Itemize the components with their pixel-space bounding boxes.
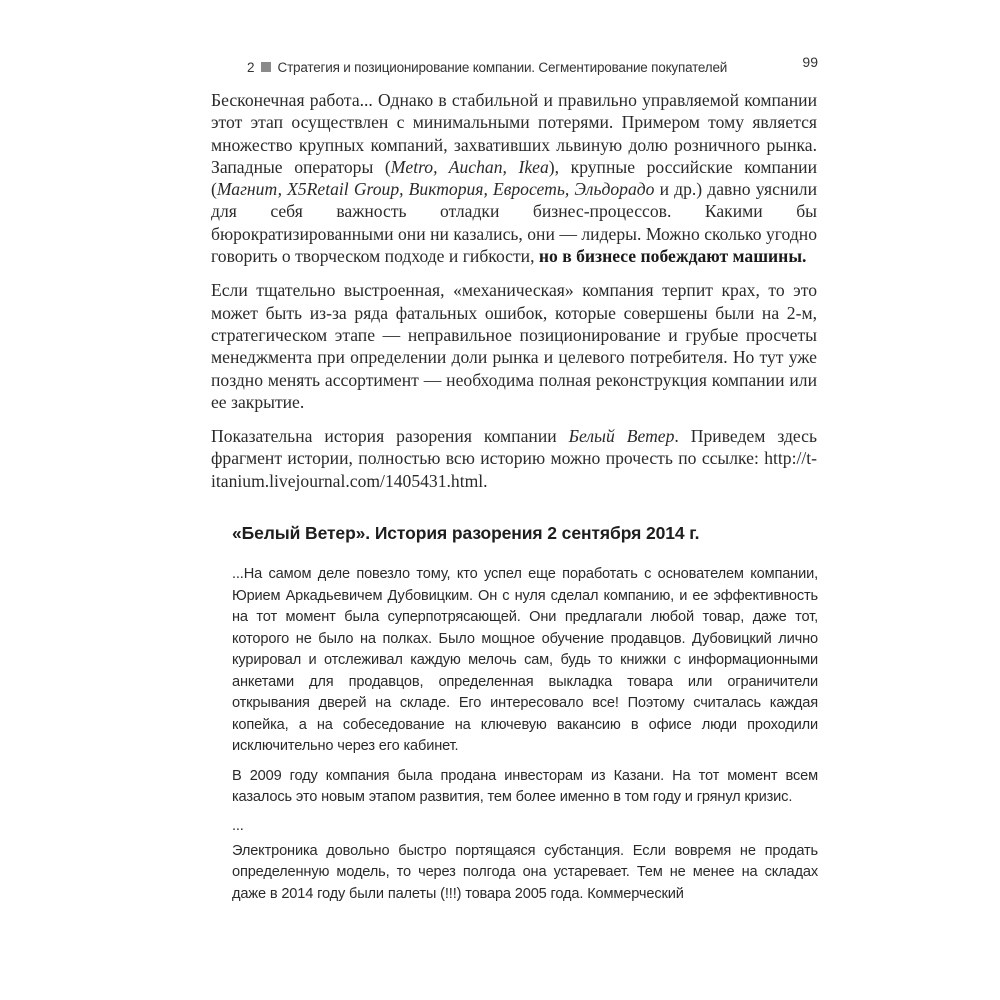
case-study-paragraph: В 2009 году компания была продана инвесторам из Казани. На тот момент всем казалось это новым этапом развития, тем более именно в том году и грянул кризис. bbox=[232, 767, 818, 805]
bold-conclusion: но в бизнесе побеждают машины. bbox=[538, 246, 807, 267]
case-study-box bbox=[232, 523, 818, 913]
paragraph-3-text: Показательна история разорения компании bbox=[211, 426, 569, 447]
paragraph-1-text: и др.) давно уяснили для себя важность отладки бизнес-процессов. Какими бы бюрократизированными они ни казались, они — лидеры. Можно сколько угодно говорить о творческом подходе и гибкости, bbox=[211, 179, 817, 267]
square-separator-icon bbox=[261, 62, 271, 72]
paragraph-3 bbox=[211, 425, 817, 492]
main-text bbox=[211, 89, 817, 504]
case-study-paragraph: Электроника довольно быстро портящаяся субстанция. Если вовремя не продать определенную модель, то через полгода она устаревает. Тем не менее на складах даже в 2014 году были палеты (!!!) товара 2005 года. Коммерческий bbox=[232, 842, 818, 902]
page-number: 99 bbox=[802, 54, 818, 70]
case-study-ellipsis: ... bbox=[232, 817, 244, 834]
paragraph-1 bbox=[211, 89, 817, 267]
western-operators: Metro, Auchan, Ikea bbox=[390, 156, 549, 177]
paragraph-1-text: ), крупные российские компании ( bbox=[211, 156, 818, 200]
running-head bbox=[247, 54, 820, 77]
company-name: Белый Ветер bbox=[568, 426, 675, 447]
russian-companies: Магнит, X5Retail Group, Виктория, Евросеть, Эльдорадо bbox=[216, 179, 655, 200]
paragraph-1-text: Бесконечная работа... Однако в стабильной и правильно управляемой компании этот этап осуществлен с минимальными потерями. Примером тому является множество крупных компаний, захвативших львиную долю розничного рынка. Западные операторы ( bbox=[211, 90, 817, 177]
chapter-number: 2 bbox=[247, 59, 255, 75]
paragraph-2: Если тщательно выстроенная, «механическая» компания терпит крах, то это может быть из-за ряда фатальных ошибок, которые совершены были на 2-м, стратегическом этапе — неправильное позиционирование и грубые просчеты менеджмента при определении доли рынка и целевого потребителя. Но тут уже поздно менять ассортимент — необходима полная реконструкция компании или ее закрытие. bbox=[211, 280, 817, 412]
chapter-title: Стратегия и позиционирование компании. Сегментирование покупателей bbox=[277, 59, 728, 75]
case-study-title: «Белый Ветер». История разорения 2 сентября 2014 г. bbox=[232, 523, 700, 543]
case-study-paragraph: ...На самом деле повезло тому, кто успел еще поработать с основателем компании, Юрием Аркадьевичем Дубовицким. Он с нуля сделал компанию, и ее эффективность на тот момент была суперпотрясающей. Они предлагали любой товар, даже тот, которого не было на полках. Было мощное обучение продавцов. Дубовицкий лично курировал и отслеживал каждую мелочь сам, будь то книжки с информационными анкетами для продавцов, определенная выкладка товара или ограничители открывания дверей на складе. Его интересовало все! Поэтому считалась каждая копейка, а на собеседование на ключевую вакансию в офисе люди проходили исключительно через его кабинет. bbox=[232, 566, 818, 754]
paragraph-3-text: . Приведем здесь фрагмент истории, полностью всю историю можно прочесть по ссылке: http://t-itanium.livejournal.com/1405431.html. bbox=[211, 426, 818, 491]
